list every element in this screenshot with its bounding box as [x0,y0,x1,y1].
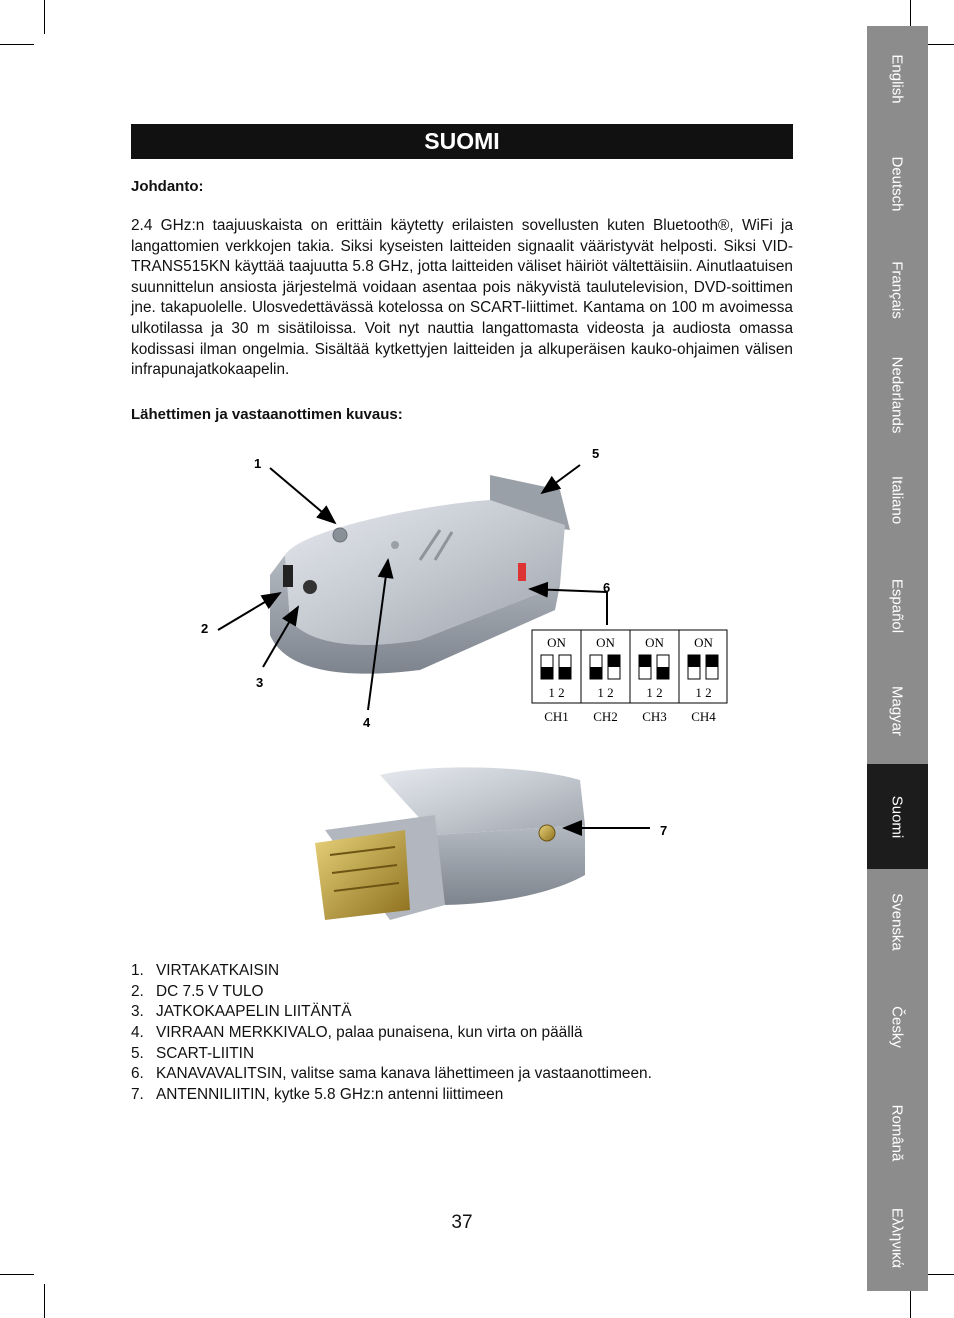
legend-item [131,982,652,1003]
channel-selector [518,563,526,581]
legend-number: 5. [131,1044,144,1062]
channel-name: CH2 [593,709,618,724]
language-tab-label: Deutsch [888,156,906,212]
language-tab-label: Română [888,1104,906,1162]
legend-number: 3. [131,1003,144,1021]
language-tab [867,1186,928,1291]
legend-item [131,1023,652,1044]
channel-table [532,630,727,724]
legend-item [131,1085,652,1106]
intro-line: vältettäisiin. Ainutlaatuisen suunnittelun ansiosta järjestelmä voidaan asentaa pois [131,258,793,296]
transmitter-unit [315,767,585,920]
language-tab [867,764,928,869]
language-tab [867,1080,928,1185]
channel-name: CH3 [642,709,667,724]
scart-connector [315,830,410,920]
antenna-connector [539,825,555,841]
crop-mark [0,44,34,45]
dip-switch-knob [657,667,669,679]
dip-switch-knob [559,667,571,679]
description-heading: Lähettimen ja vastaanottimen kuvaus: [131,406,403,423]
intro-paragraph [131,216,793,381]
device-figure [190,435,735,945]
intro-line: on SCART-liittimet. Kantama on 100 m avoimessa ulkotilassa ja 30 m sisätiloissa. Voit nyt [131,299,793,337]
language-tab-label: Česky [888,1006,906,1049]
language-tab-label: Italiano [888,476,906,525]
crop-mark [44,0,45,34]
callout-3: 3 [256,675,264,690]
legend-number: 6. [131,1065,144,1083]
legend-number: 4. [131,1024,144,1042]
dip-switch-knob [590,667,602,679]
language-tab [867,237,928,342]
language-tab [867,26,928,131]
channel-positions: 1 2 [548,685,565,700]
crop-mark [0,1274,34,1275]
language-tab [867,659,928,764]
language-tab [867,131,928,236]
language-tab [867,869,928,974]
intro-heading: Johdanto: [131,178,204,195]
device-illustration [190,435,735,945]
legend-number: 1. [131,962,144,979]
dip-switch-knob [541,667,553,679]
legend-item [131,1044,652,1065]
intro-line: helposti. Siksi VID-TRANS515KN käyttää taajuutta 5.8 GHz, jotta laitteiden väliset häiriöt [131,237,794,276]
language-tabs [867,26,928,1291]
language-tab-label: Français [888,260,906,319]
dc-input-jack [283,565,293,587]
intro-line: kytkettyjen laitteiden ja alkuperäisen kauko-ohjaimen välisen infrapunajatkokaapelin. [131,340,793,379]
callout-6: 6 [603,580,611,595]
legend-item [131,961,652,982]
language-tab [867,975,928,1080]
extension-cable-port [303,580,317,594]
legend-list [131,961,652,1106]
legend-text: SCART-LIITIN [156,1044,255,1062]
channel-on-label: ON [694,635,713,650]
channel-on-label: ON [547,635,566,650]
language-tab-label: English [888,54,906,104]
legend-item [131,1064,652,1085]
legend-item [131,1002,652,1023]
legend-number: 2. [131,982,144,1000]
legend-text: DC 7.5 V TULO [156,982,264,1000]
language-tab-label: Ελληνικά [888,1208,906,1269]
language-tab-label: Suomi [888,795,906,838]
language-tab-label: Nederlands [888,356,906,434]
channel-on-label: ON [645,635,664,650]
dip-switch-knob [639,655,651,667]
legend-number: 7. [131,1086,144,1104]
language-tab [867,342,928,447]
legend-text: KANAVAVALITSIN, valitse sama kanava lähettimeen ja vastaanottimeen. [156,1065,652,1083]
crop-mark [44,1284,45,1318]
dip-switch-knob [608,655,620,667]
dip-switch-knob [706,655,718,667]
intro-line: 2.4 GHz:n taajuuskaista on erittäin käytetty erilaisten sovellusten kuten Bluetooth®, [131,217,734,234]
channel-positions: 1 2 [695,685,712,700]
callout-4: 4 [363,715,371,730]
intro-line: WiFi ja langattomien verkkojen takia. Siksi kyseisten laitteiden signaalit vääristyvät [131,217,793,255]
channel-positions: 1 2 [597,685,614,700]
channel-name: CH4 [691,709,716,724]
channel-name: CH1 [544,709,569,724]
legend-text: VIRTAKATKAISIN [156,962,280,979]
language-tab-label: Magyar [888,686,906,737]
page-number: 37 [451,1212,473,1233]
dip-switch-knob [688,655,700,667]
callout-7: 7 [660,823,668,838]
language-tab [867,553,928,658]
callout-2: 2 [201,621,209,636]
callout-5: 5 [592,446,600,461]
legend-text: JATKOKAAPELIN LIITÄNTÄ [156,1003,352,1021]
callout-1: 1 [254,456,262,471]
intro-line: näkyvistä taulutelevision, DVD-soittimen jne. takapuolelle. Ulosvedettävässä kotelossa [131,278,793,317]
language-tab-label: Español [888,578,906,633]
language-tab-label: Svenska [888,893,906,951]
legend-text: VIRRAAN MERKKIVALO, palaa punaisena, kun virta on päällä [156,1024,583,1042]
section-title: SUOMI [131,124,793,159]
language-tab [867,448,928,553]
intro-line: nauttia langattomasta videosta ja audiosta omassa kodissasi ilman ongelmia. Sisältää [131,319,794,358]
channel-positions: 1 2 [646,685,663,700]
legend-text: ANTENNILIITIN, kytke 5.8 GHz:n antenni liittimeen [156,1086,504,1104]
channel-on-label: ON [596,635,615,650]
